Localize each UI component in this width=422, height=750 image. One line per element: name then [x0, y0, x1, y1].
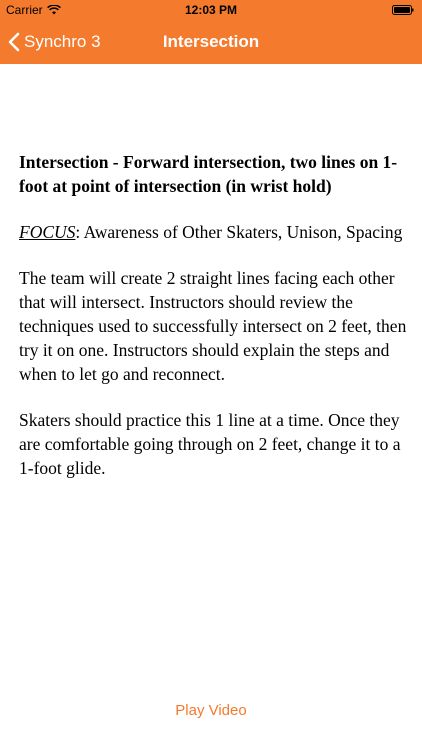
status-time: 12:03 PM [184, 3, 238, 17]
battery-icon [392, 5, 414, 15]
play-video-button[interactable]: Play Video [175, 702, 247, 719]
focus-label: FOCUS [19, 222, 76, 242]
page-title: Intersection [162, 32, 260, 51]
drill-heading: Intersection - Forward intersection, two lines on 1-foot at point of intersection (in wrist hold) [19, 152, 398, 196]
focus-text: : Awareness of Other Skaters, Unison, Spacing [75, 222, 403, 242]
drill-description [19, 150, 409, 502]
focus-paragraph [19, 220, 409, 244]
practice-paragraph: Skaters should practice this 1 line at a time. Once they are comfortable going through on 2 feet, change it to a 1-foot glide. [19, 410, 401, 478]
status-bar [0, 0, 422, 20]
instructions-paragraph: The team will create 2 straight lines facing each other that will intersect. Instructors should review the techniques used to successfully intersect on 2 feet, then try it on one. Instructors should explain the steps and when to let go and reconnect. [19, 268, 407, 384]
top-bar [0, 0, 422, 64]
back-button-label: Synchro 3 [24, 32, 101, 51]
carrier-label: Carrier [6, 3, 43, 17]
navigation-bar [0, 20, 422, 64]
